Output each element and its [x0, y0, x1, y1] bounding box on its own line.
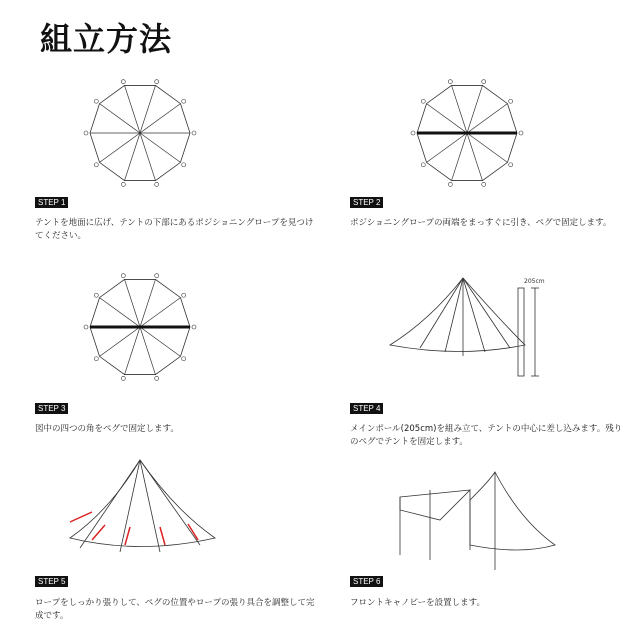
tent-seam	[452, 85, 467, 133]
step-2-badge: STEP 2	[350, 197, 383, 208]
tent-seam	[140, 298, 180, 327]
step-5-text: ロープをしっかり張りして、ペグの位置やロープの張り具合を調整して完成です。	[35, 598, 315, 621]
tent-seam	[140, 85, 155, 133]
tent-seam	[100, 133, 140, 162]
peg-loop-icon	[482, 182, 486, 186]
tent-seam	[140, 279, 155, 327]
tent-seam	[452, 133, 467, 181]
peg-loop-icon	[421, 163, 425, 167]
peg-loop-icon	[411, 131, 415, 135]
tent-seam	[140, 104, 180, 133]
tent-seam	[125, 327, 140, 375]
step-3-text: 図中の四つの角をペグで固定します。	[35, 424, 179, 434]
tent-seam	[100, 327, 140, 356]
step5-tent-pitched-illustration	[70, 460, 215, 552]
tent-seam	[467, 85, 482, 133]
peg-loop-icon	[94, 293, 98, 297]
peg-loop-icon	[94, 99, 98, 103]
step-2-text: ポジショニングロープの両端をまっすぐに引き、ペグで固定します。	[350, 218, 612, 228]
peg-loop-icon	[192, 325, 196, 329]
peg-loop-icon	[155, 274, 159, 278]
step-1-text: テントを地面に広げ、テントの下部にあるポジショニングロープを見つけてください。	[35, 218, 314, 241]
step6-canopy-illustration	[400, 472, 555, 570]
tent-seam	[467, 133, 482, 181]
peg-loop-icon	[182, 357, 186, 361]
tent-seam	[125, 85, 140, 133]
peg-loop-icon	[121, 376, 125, 380]
tent-seam	[467, 133, 507, 162]
peg-loop-icon	[182, 99, 186, 103]
tent-seam	[125, 133, 140, 181]
peg-loop-icon	[519, 131, 523, 135]
peg-loop-icon	[182, 293, 186, 297]
peg-loop-icon	[121, 274, 125, 278]
tent-seam	[140, 133, 180, 162]
peg-loop-icon	[155, 376, 159, 380]
tent-seam	[467, 104, 507, 133]
peg-loop-icon	[182, 163, 186, 167]
peg-loop-icon	[482, 80, 486, 84]
step-6-badge: STEP 6	[350, 576, 383, 587]
step4-pole-illustration	[390, 278, 539, 376]
tent-seam	[140, 133, 155, 181]
peg-loop-icon	[155, 182, 159, 186]
tent-seam	[140, 327, 180, 356]
peg-loop-icon	[509, 99, 513, 103]
step-5-badge: STEP 5	[35, 576, 68, 587]
tent-seam	[427, 133, 467, 162]
peg-loop-icon	[94, 163, 98, 167]
peg-loop-icon	[121, 182, 125, 186]
step-4-badge: STEP 4	[350, 403, 383, 414]
pole-length-label: 205cm	[524, 278, 545, 285]
step-6-text: フロントキャノピーを設置します。	[350, 598, 485, 608]
tent-seam	[427, 104, 467, 133]
tent-seam	[100, 104, 140, 133]
peg-loop-icon	[509, 163, 513, 167]
step1-tent-flat-illustration	[84, 80, 196, 187]
page-title: 組立方法	[40, 20, 173, 58]
step-1-badge: STEP 1	[35, 197, 68, 208]
peg-loop-icon	[155, 80, 159, 84]
step-3-badge: STEP 3	[35, 403, 68, 414]
step3-tent-corners-illustration	[84, 274, 196, 381]
peg-loop-icon	[448, 80, 452, 84]
peg-loop-icon	[84, 325, 88, 329]
tent-seam	[140, 327, 155, 375]
peg-loop-icon	[421, 99, 425, 103]
peg-loop-icon	[84, 131, 88, 135]
step2-tent-rope-illustration	[411, 80, 523, 187]
tent-seam	[125, 279, 140, 327]
peg-loop-icon	[448, 182, 452, 186]
peg-loop-icon	[192, 131, 196, 135]
peg-loop-icon	[121, 80, 125, 84]
tent-seam	[100, 298, 140, 327]
step-4-text: メインポール(205cm)を組み立て、テントの中心に差し込みます。残りのペグでテントを固定します。	[350, 424, 623, 447]
peg-loop-icon	[94, 357, 98, 361]
